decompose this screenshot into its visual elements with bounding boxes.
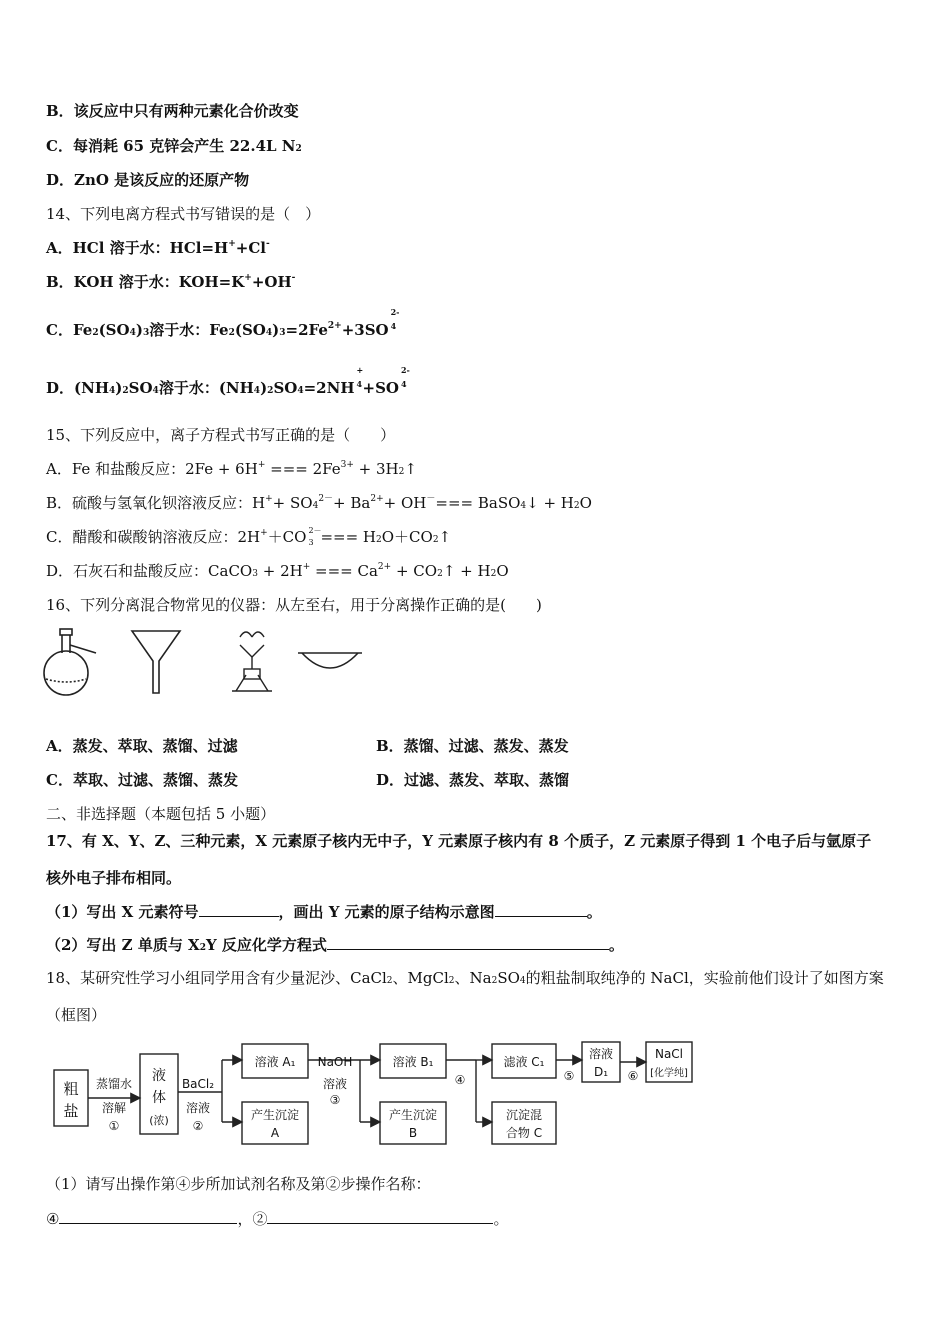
svg-text:溶液 A₁: 溶液 A₁ (254, 1055, 296, 1069)
q13-option-d: D．ZnO 是该反应的还原产物 (46, 171, 250, 189)
q17-part2: （2）写出 Z 单质与 $X_2Y$ 反应化学方程式 。 (46, 936, 624, 954)
q16-option-a: A．蒸发、萃取、蒸馏、过滤 (46, 737, 238, 755)
apparatus-figure (40, 625, 380, 700)
separatory-funnel-icon (232, 632, 272, 691)
evaporating-dish-icon (298, 653, 362, 668)
svg-text:D₁: D₁ (593, 1065, 609, 1079)
svg-text:BaCl₂: BaCl₂ (181, 1077, 215, 1091)
answer-blank-x-symbol[interactable] (199, 901, 279, 917)
q16-stem: 16、下列分离混合物常见的仪器：从左至右，用于分离操作正确的是( ) (46, 596, 542, 614)
svg-text:NaCl: NaCl (654, 1047, 684, 1061)
svg-text:体: 体 (152, 1090, 166, 1106)
q14-option-d: D．$(NH_4)_2SO_4$溶于水：$(NH_4)_2SO_4=2NH$ + 4 +SO 2- 4 (46, 365, 410, 397)
svg-text:②: ② (192, 1119, 204, 1133)
q17-part1: （1）写出 X 元素符号 ，画出 Y 元素的原子结构示意图 。 (46, 903, 602, 921)
flow-diagram (48, 1036, 708, 1148)
svg-text:[化学纯]: [化学纯] (650, 1068, 688, 1079)
q14-option-a: A．HCl 溶于水：HCl=H++Cl- (46, 239, 270, 257)
svg-text:④: ④ (454, 1073, 466, 1087)
q15-option-c: C．醋酸和碳酸钠溶液反应：2H+＋CO 2－ 3 === $H_2O+CO_2↑$ (46, 526, 452, 547)
q18-line2: （框图） (46, 1006, 107, 1024)
q13-option-c: C．每消耗 65 克锌会产生 22.4L $N_2$ (46, 137, 302, 155)
q15-option-b: B．硫酸与氢氧化钡溶液反应：$H^++ SO_4^{2-}+ Ba^{2+}+ OH^-===$ BaSO$_4$↓ + $H_2O$ (46, 494, 592, 512)
q13-option-b: B．该反应中只有两种元素化合价改变 (46, 102, 299, 120)
svg-text:A: A (270, 1126, 280, 1140)
distillation-flask-icon (44, 629, 96, 695)
q16-option-d: D．过滤、蒸发、萃取、蒸馏 (376, 771, 570, 789)
q17-line2: 核外电子排布相同。 (46, 869, 182, 887)
answer-blank-y-diagram[interactable] (495, 901, 587, 917)
svg-text:溶解: 溶解 (101, 1101, 127, 1115)
q17-line1: 17、有 X、Y、Z、三种元素，X 元素原子核内无中子，Y 元素原子核内有 8 个质子，Z 元素原子得到 1 个电子后与氩原子 (46, 832, 872, 850)
svg-text:③: ③ (329, 1093, 341, 1107)
svg-text:(浓): (浓) (149, 1114, 169, 1127)
svg-text:蒸馏水: 蒸馏水 (95, 1077, 133, 1091)
q15-option-a: A．Fe 和盐酸反应：2Fe + 6H+ === $2Fe^{3+}$ + $3H_2↑$ (46, 460, 417, 478)
svg-text:溶液: 溶液 (588, 1047, 614, 1061)
q14-option-b: B．KOH 溶于水：KOH=K++OH- (46, 273, 296, 291)
svg-text:溶液: 溶液 (322, 1077, 348, 1091)
svg-text:①: ① (108, 1119, 120, 1133)
svg-text:⑤: ⑤ (563, 1069, 575, 1083)
q16-option-b: B．蒸馏、过滤、蒸发、蒸发 (376, 737, 569, 755)
answer-blank-reagent[interactable] (59, 1208, 237, 1224)
svg-text:盐: 盐 (63, 1102, 79, 1120)
svg-text:产生沉淀: 产生沉淀 (250, 1108, 300, 1122)
q14-stem: 14、下列电离方程式书写错误的是（ ） (46, 205, 321, 223)
q15-stem: 15、下列反应中，离子方程式书写正确的是（ ） (46, 426, 396, 444)
funnel-icon (132, 631, 180, 693)
svg-text:NaOH: NaOH (317, 1055, 353, 1069)
q15-option-d: D．石灰石和盐酸反应：CaCO$_3$ + 2H+ === $Ca^{2+}$ + $CO_2↑ + H_2O$ (46, 562, 509, 580)
svg-text:B: B (408, 1126, 418, 1140)
q18-line1: 18、某研究性学习小组同学用含有少量泥沙、CaCl$_2$、MgCl$_2$、$Na_2SO_4$的粗盐制取纯净的 NaCl，实验前他们设计了如图方案 (46, 969, 884, 987)
svg-text:沉淀混: 沉淀混 (505, 1108, 543, 1122)
svg-text:滤液 C₁: 滤液 C₁ (503, 1055, 545, 1069)
svg-text:液: 液 (152, 1068, 166, 1084)
answer-blank-equation[interactable] (327, 934, 609, 950)
svg-text:产生沉淀: 产生沉淀 (388, 1108, 438, 1122)
svg-text:⑥: ⑥ (627, 1069, 639, 1083)
q18-part1-answers: ④ ，② 。 (46, 1210, 509, 1228)
svg-text:溶液 B₁: 溶液 B₁ (392, 1055, 434, 1069)
svg-text:溶液: 溶液 (185, 1101, 211, 1115)
q14-option-c: C．$Fe_2(SO_4)_3$溶于水：$Fe_2(SO_4)_3=2Fe^{2+}+3SO$ 2- 4 (46, 307, 400, 339)
answer-blank-operation[interactable] (267, 1208, 493, 1224)
q16-option-c: C．萃取、过滤、蒸馏、蒸发 (46, 771, 238, 789)
svg-text:粗: 粗 (63, 1080, 79, 1098)
q18-part1: （1）请写出操作第④步所加试剂名称及第②步操作名称： (46, 1175, 431, 1193)
svg-text:合物 C: 合物 C (505, 1126, 543, 1140)
section-heading: 二、非选择题（本题包括 5 小题） (46, 805, 276, 823)
